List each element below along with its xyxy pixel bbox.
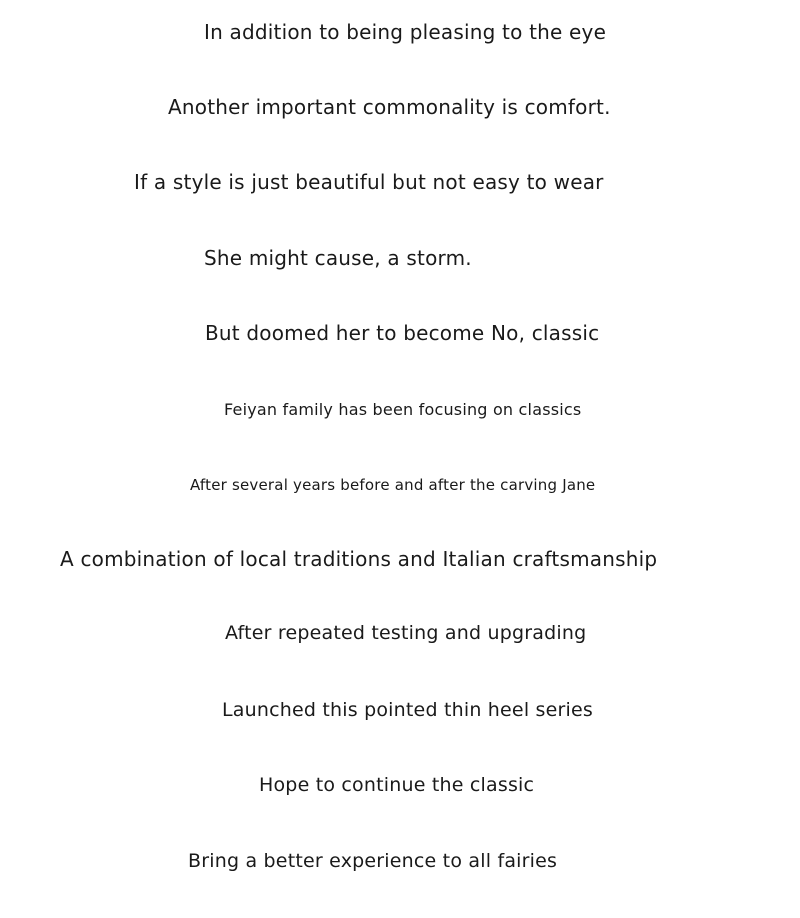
caption-line-11: Hope to continue the classic: [259, 774, 535, 796]
caption-line-12: Bring a better experience to all fairies: [188, 850, 558, 872]
caption-line-5: But doomed her to become No, classic: [205, 321, 600, 345]
caption-line-7: After several years before and after the carving Jane: [190, 476, 596, 494]
caption-line-3: If a style is just beautiful but not easy to wear: [134, 170, 604, 194]
caption-line-8: A combination of local traditions and Italian craftsmanship: [60, 547, 658, 571]
caption-line-2: Another important commonality is comfort.: [168, 95, 611, 119]
caption-line-1: In addition to being pleasing to the eye: [204, 20, 607, 44]
caption-line-10: Launched this pointed thin heel series: [222, 699, 594, 721]
caption-line-4: She might cause, a storm.: [204, 246, 472, 270]
caption-line-9: After repeated testing and upgrading: [225, 622, 587, 644]
caption-line-6: Feiyan family has been focusing on classics: [224, 400, 582, 419]
